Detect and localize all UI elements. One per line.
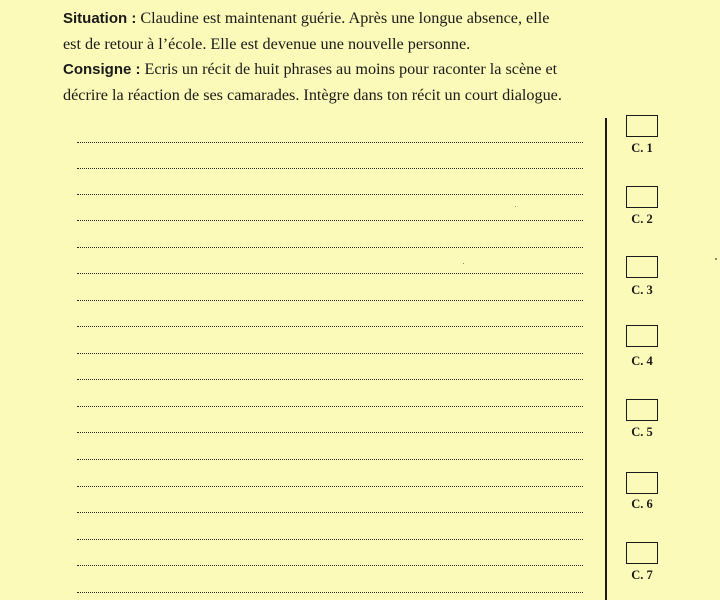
criterion-box-5[interactable] [626, 399, 658, 421]
writing-line[interactable] [77, 273, 583, 274]
margin-divider [605, 118, 607, 600]
writing-line[interactable] [77, 432, 583, 433]
writing-line[interactable] [77, 194, 583, 195]
writing-line[interactable] [77, 512, 583, 513]
situation-label: Situation : [63, 10, 137, 27]
writing-line[interactable] [77, 220, 583, 221]
criterion-label-2: C. 2 [631, 212, 653, 226]
writing-line[interactable] [77, 486, 583, 487]
criterion-label-3: C. 3 [631, 283, 653, 297]
situation-line-1 [63, 6, 703, 32]
paper-speck [515, 206, 516, 207]
writing-line[interactable] [77, 168, 583, 169]
consigne-line-1 [63, 57, 703, 83]
criterion-label-4: C. 4 [631, 354, 653, 368]
writing-line[interactable] [77, 353, 583, 354]
situation-text-2: est de retour à l’école. Elle est devenue une nouvelle personne. [63, 34, 471, 53]
criterion-label-7: C. 7 [631, 568, 653, 582]
instructions [63, 6, 703, 108]
criterion-box-6[interactable] [626, 472, 658, 494]
consigne-label: Consigne : [63, 61, 141, 78]
writing-line[interactable] [77, 142, 583, 143]
consigne-text-1: Ecris un récit de huit phrases au moins pour raconter la scène et [140, 60, 558, 78]
situation-text-1: Claudine est maintenant guérie. Après une longue absence, elle [136, 9, 550, 27]
paper-speck [715, 258, 717, 260]
criterion-box-7[interactable] [626, 542, 658, 564]
criterion-box-2[interactable] [626, 186, 658, 208]
paper-speck [463, 263, 464, 264]
criterion-box-3[interactable] [626, 256, 658, 278]
writing-line[interactable] [77, 592, 583, 593]
criterion-box-1[interactable] [626, 115, 658, 137]
writing-line[interactable] [77, 300, 583, 301]
criterion-label-6: C. 6 [631, 497, 653, 511]
writing-line[interactable] [77, 565, 583, 566]
writing-line[interactable] [77, 326, 583, 327]
criterion-box-4[interactable] [626, 325, 658, 347]
writing-line[interactable] [77, 539, 583, 540]
writing-line[interactable] [77, 247, 583, 248]
consigne-text-2: décrire la réaction de ses camarades. Intègre dans ton récit un court dialogue. [63, 85, 562, 104]
writing-line[interactable] [77, 459, 583, 460]
criterion-label-1: C. 1 [631, 141, 653, 155]
writing-line[interactable] [77, 406, 583, 407]
writing-line[interactable] [77, 379, 583, 380]
criterion-label-5: C. 5 [631, 425, 653, 439]
